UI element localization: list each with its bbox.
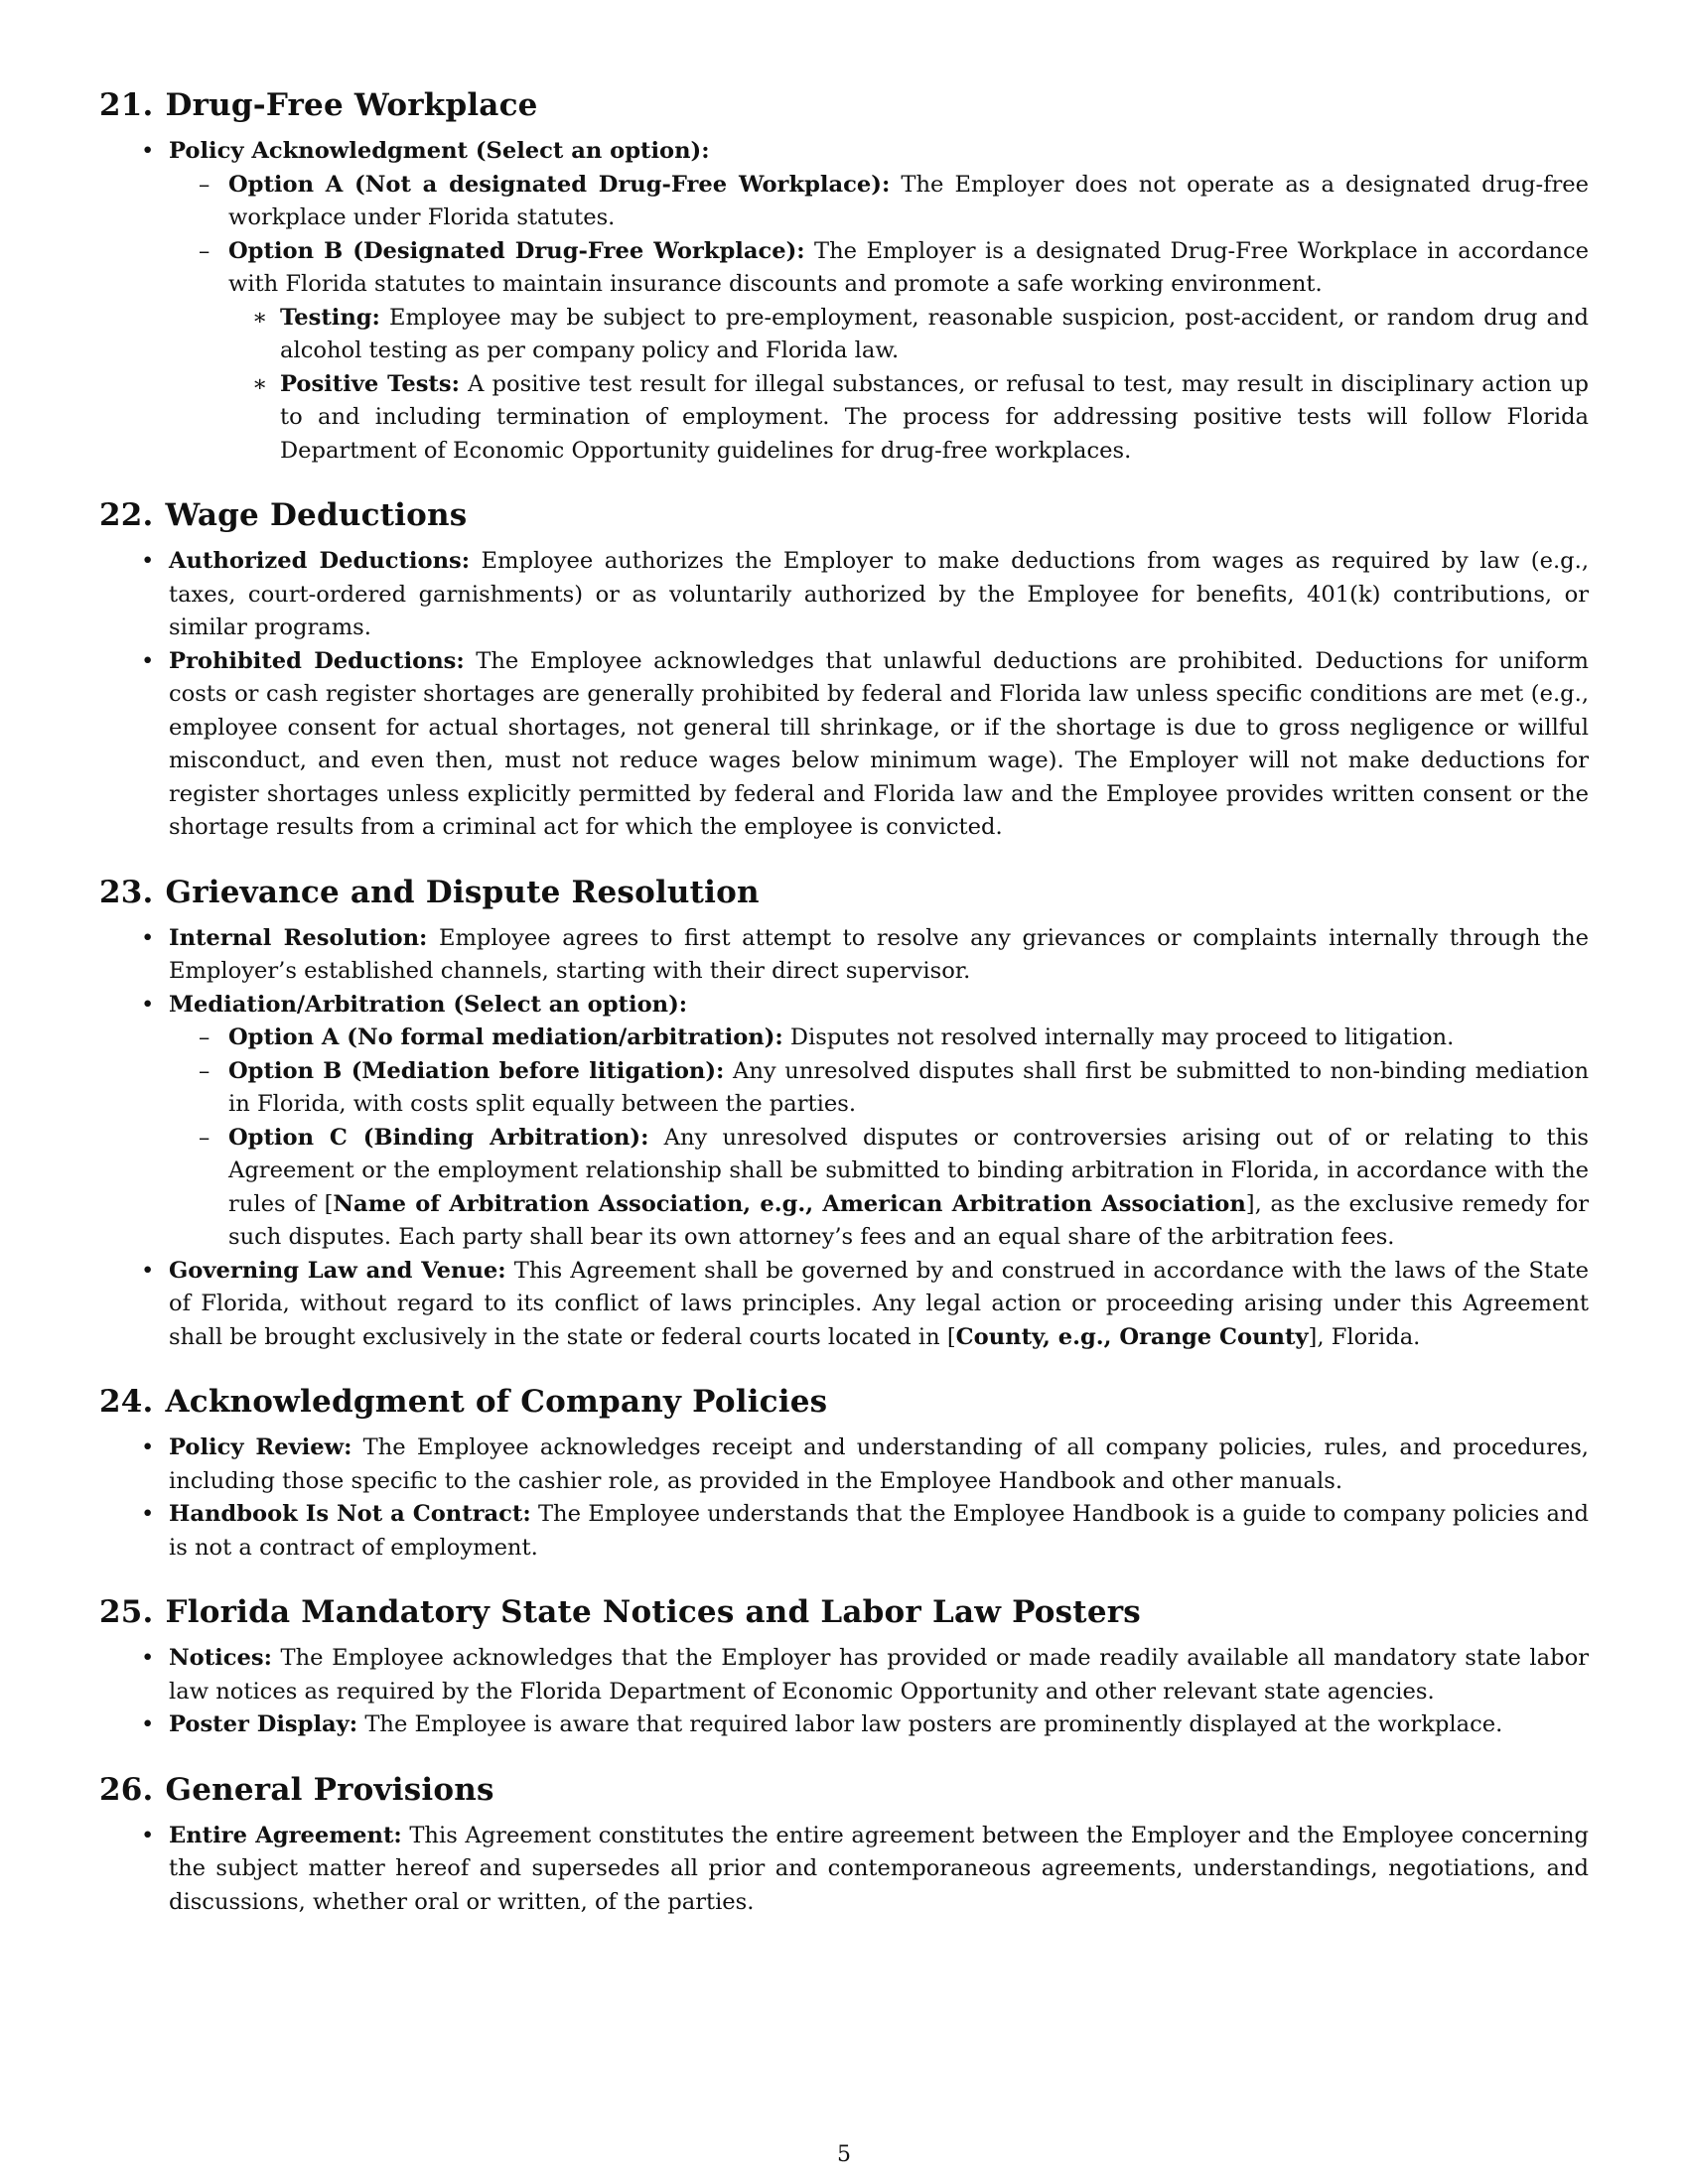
section-heading xyxy=(99,875,1589,910)
section-title: Acknowledgment of Company Policies xyxy=(165,1384,828,1420)
sub-list xyxy=(228,302,1589,469)
placeholder-field: County, e.g., Orange County xyxy=(955,1323,1309,1350)
list-item xyxy=(169,135,1589,468)
item-text: ], as the exclusive remedy for such disputes. Each party shall bear its own attorney’s fees and an equal share of the arbitration fees. xyxy=(228,1190,1589,1250)
item-text: Any unresolved disputes or controversies arising out of or relating to this Agreement or the employment relationship shall be submitted to binding arbitration in Florida, in accordance with the rules of [ xyxy=(228,1124,1589,1217)
bullet-list xyxy=(99,1642,1589,1742)
section-number: 21. xyxy=(99,87,154,123)
item-text: The Employer does not operate as a designated drug-free workplace under Florida statutes. xyxy=(228,171,1589,230)
option-item xyxy=(228,1122,1589,1255)
item-label: Prohibited Deductions: xyxy=(169,647,465,674)
item-text: A positive test result for illegal substances, or refusal to test, may result in disciplinary action up to and including termination of employment. The process for addressing positive tests will follow Florida Department of Economic Opportunity guidelines for drug-free workplaces. xyxy=(280,370,1589,464)
sub-item xyxy=(280,368,1589,469)
list-item xyxy=(169,545,1589,645)
section-25-state-notices xyxy=(99,1594,1589,1742)
list-item xyxy=(169,1255,1589,1355)
section-title: Grievance and Dispute Resolution xyxy=(165,874,760,910)
section-24-acknowledgment-policies xyxy=(99,1384,1589,1565)
item-text: The Employer is a designated Drug-Free Workplace in accordance with Florida statutes to maintain insurance discounts and promote a safe working environment. xyxy=(228,237,1589,297)
option-item xyxy=(228,235,1589,469)
item-text: The Employee acknowledges that unlawful deductions are prohibited. Deductions for uniform costs or cash register shortages are generally prohibited by federal and Florida law unless specific conditions are met (e.g., employee consent for actual shortages, not general till shrinkage, or if the shortage is due to gross negligence or willful misconduct, and even then, must not reduce wages below minimum wage). The Employer will not make deductions for register shortages unless explicitly permitted by federal and Florida law and the Employee provides written consent or the shortage results from a criminal act for which the employee is convicted. xyxy=(169,647,1589,840)
option-list xyxy=(169,169,1589,469)
option-list xyxy=(169,1022,1589,1255)
option-item xyxy=(228,1055,1589,1122)
item-label: Notices: xyxy=(169,1645,272,1671)
bullet-list xyxy=(99,545,1589,845)
section-title: Wage Deductions xyxy=(165,497,468,533)
item-label: Mediation/Arbitration (Select an option): xyxy=(169,991,688,1018)
item-text: The Employee acknowledges that the Employer has provided or made readily available all mandatory state labor law notices as required by the Florida Department of Economic Opportunity and other relevant state agencies. xyxy=(169,1645,1589,1705)
sub-item xyxy=(280,302,1589,368)
bullet-list xyxy=(99,922,1589,1355)
list-item xyxy=(169,1432,1589,1498)
item-label: Internal Resolution: xyxy=(169,924,428,951)
item-label: Entire Agreement: xyxy=(169,1822,402,1848)
section-title: General Provisions xyxy=(165,1771,494,1808)
list-item xyxy=(169,989,1589,1255)
section-heading xyxy=(99,87,1589,123)
section-heading xyxy=(99,497,1589,533)
item-label: Poster Display: xyxy=(169,1711,358,1737)
item-label: Testing: xyxy=(280,304,380,331)
item-label: Policy Review: xyxy=(169,1434,352,1460)
placeholder-field: Name of Arbitration Association, e.g., American Arbitration Association xyxy=(333,1190,1246,1217)
item-label: Option A (No formal mediation/arbitration): xyxy=(228,1024,783,1050)
item-label: Governing Law and Venue: xyxy=(169,1257,506,1284)
bullet-list xyxy=(99,1820,1589,1920)
section-heading xyxy=(99,1772,1589,1808)
section-number: 24. xyxy=(99,1384,154,1420)
section-number: 25. xyxy=(99,1594,154,1630)
item-text: The Employee is aware that required labor law posters are prominently displayed at the workplace. xyxy=(357,1711,1503,1737)
section-title: Drug-Free Workplace xyxy=(165,87,538,123)
section-23-grievance-dispute-resolution xyxy=(99,875,1589,1355)
section-22-wage-deductions xyxy=(99,497,1589,845)
item-label: Policy Acknowledgment (Select an option): xyxy=(169,138,710,164)
item-text: This Agreement shall be governed by and construed in accordance with the laws of the State of Florida, without regard to its conflict of laws principles. Any legal action or proceeding arising under this Agreement shall be brought exclusively in the state or federal courts located in [ xyxy=(169,1257,1590,1350)
bullet-list xyxy=(99,135,1589,468)
bullet-list xyxy=(99,1432,1589,1565)
option-item xyxy=(228,169,1589,235)
item-text: Employee may be subject to pre-employment, reasonable suspicion, post-accident, or random drug and alcohol testing as per company policy and Florida law. xyxy=(280,304,1589,363)
item-label: Positive Tests: xyxy=(280,370,460,397)
section-21-drug-free-workplace xyxy=(99,87,1589,468)
item-label: Option C (Binding Arbitration): xyxy=(228,1124,649,1151)
list-item xyxy=(169,922,1589,989)
item-text: Employee authorizes the Employer to make deductions from wages as required by law (e.g., taxes, court-ordered garnishments) or as voluntarily authorized by the Employee for benefits, 401(k) contributions, or similar programs. xyxy=(169,548,1589,640)
list-item xyxy=(169,645,1589,845)
item-text: This Agreement constitutes the entire agreement between the Employer and the Employee concerning the subject matter hereof and supersedes all prior and contemporaneous agreements, understandings, negotiations, and discussions, whether oral or written, of the parties. xyxy=(169,1822,1589,1915)
option-item xyxy=(228,1022,1589,1055)
section-heading xyxy=(99,1594,1589,1630)
list-item xyxy=(169,1820,1589,1920)
item-text: Disputes not resolved internally may proceed to litigation. xyxy=(782,1024,1455,1050)
item-label: Handbook Is Not a Contract: xyxy=(169,1501,531,1527)
section-title: Florida Mandatory State Notices and Labor Law Posters xyxy=(165,1594,1141,1630)
list-item xyxy=(169,1642,1589,1708)
list-item xyxy=(169,1498,1589,1565)
list-item xyxy=(169,1708,1589,1742)
item-text: Employee agrees to first attempt to resolve any grievances or complaints internally through the Employer’s established channels, starting with their direct supervisor. xyxy=(169,924,1589,984)
section-heading xyxy=(99,1384,1589,1420)
item-label: Option B (Mediation before litigation): xyxy=(228,1057,725,1084)
item-label: Option B (Designated Drug-Free Workplace): xyxy=(228,237,805,264)
section-26-general-provisions xyxy=(99,1772,1589,1920)
item-label: Authorized Deductions: xyxy=(169,548,471,574)
item-text: ], Florida. xyxy=(1308,1323,1421,1350)
document-page xyxy=(99,87,1589,1949)
item-text: The Employee understands that the Employee Handbook is a guide to company policies and is not a contract of employment. xyxy=(169,1501,1589,1561)
page-number: 5 xyxy=(837,2142,851,2167)
item-label: Option A (Not a designated Drug-Free Workplace): xyxy=(228,171,891,198)
item-text: Any unresolved disputes shall first be submitted to non-binding mediation in Florida, with costs split equally between the parties. xyxy=(228,1057,1590,1117)
section-number: 23. xyxy=(99,874,154,910)
section-number: 26. xyxy=(99,1771,154,1808)
section-number: 22. xyxy=(99,497,154,533)
item-text: The Employee acknowledges receipt and understanding of all company policies, rules, and procedures, including those specific to the cashier role, as provided in the Employee Handbook and other manuals. xyxy=(169,1434,1589,1494)
